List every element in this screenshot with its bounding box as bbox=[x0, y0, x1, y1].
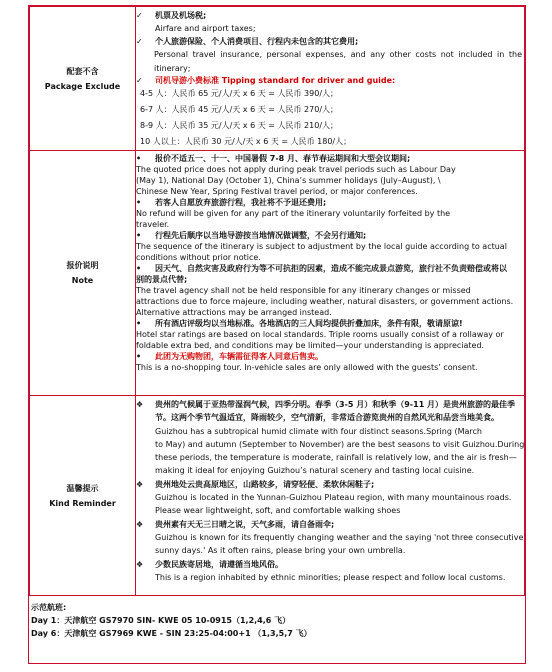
tip-rate-3: 8-9 人：人民币 35 元/人/天 x 6 天 = 人民币 210/人； bbox=[140, 121, 339, 130]
exclude-item-2-en: Personal travel insurance, personal expenses, and any other costs not included in the bbox=[154, 50, 522, 59]
tip-rate-2: 6-7 人：人民币 45 元/人/天 x 6 天 = 人民币 270/人； bbox=[140, 105, 339, 114]
exclude-item-1: ✓ 机票及机场税; bbox=[136, 11, 207, 20]
exclude-label-cn: 配套不含 bbox=[66, 66, 99, 76]
note-line: • 若客人自愿放弃旅游行程，我社将不予退还费用; bbox=[136, 198, 327, 207]
reminder-label-en: Kind Reminder bbox=[49, 498, 116, 508]
note-label bbox=[30, 151, 136, 396]
diamond-bullet-icon: ❖ bbox=[136, 479, 144, 489]
bullet-icon: • bbox=[136, 231, 142, 240]
note-line: • 报价不适五一、十一、中国暑假 7-8 月、春节春运期间和大型会议期间; bbox=[136, 154, 411, 163]
exclude-item-2: ✓ 个人旅游保险、个人消费项目、行程内未包含的其它费用; bbox=[136, 37, 359, 46]
note-line: (May 1), National Day (October 1), China’s summer holidays (July–August), \ bbox=[136, 176, 441, 185]
reminder-line: Guizhou is located in the Yunnan-Guizhou Plateau region, with many mountainous roads. bbox=[155, 493, 512, 503]
note-line: 别的景点代替; bbox=[136, 275, 188, 284]
bullet-icon: • bbox=[136, 352, 142, 361]
sample-flights bbox=[31, 601, 521, 640]
note-line: • 此团为无购物团，车辆需征得客人同意后售卖。 bbox=[136, 352, 323, 361]
tip-rate-4: 10 人以上：人民币 30 元/人/天 x 6 天 = 人民币 180/人； bbox=[140, 137, 352, 146]
note-line: Alternative attractions may be arranged instead. bbox=[136, 308, 332, 317]
exclude-label bbox=[30, 7, 136, 151]
exclude-content bbox=[136, 7, 525, 151]
reminder-line: ❖ 贵州的气候属于亚热带湿润气候，四季分明。春季（3-5 月）和秋季（9-11 月）是贵州旅游的最佳季 bbox=[136, 398, 524, 411]
check-icon: ✓ bbox=[136, 37, 143, 46]
reminder-line: Guizhou has a subtropical humid climate with four distinct seasons.Spring (March bbox=[155, 426, 482, 436]
reminder-line: ❖ 贵州地处云贵高原地区，山路较多，请穿轻便、柔软休闲鞋子; bbox=[136, 478, 524, 491]
note-line: foldable extra bed, and conditions may be limited—your understanding is appreciated. bbox=[136, 341, 485, 350]
reminder-line: 节。这两个季节气温适宜，降雨较少，空气清新，非常适合游览贵州的自然风光和品尝当地美食。 bbox=[155, 413, 499, 423]
bullet-icon: • bbox=[136, 154, 142, 163]
reminder-line: these periods, the temperature is moderate, rainfall is relatively low, and the air is fresh— bbox=[155, 453, 517, 463]
exclude-item-1-en: Airfare and airport taxes; bbox=[155, 24, 256, 33]
note-lines bbox=[136, 153, 524, 373]
note-line: conditions without prior notice. bbox=[136, 253, 261, 262]
note-content bbox=[136, 151, 525, 396]
reminder-line: sunny days.' As it often rains, please bring your own umbrella. bbox=[155, 546, 406, 556]
reminder-lines bbox=[136, 398, 524, 584]
note-line: The travel agency shall not be held responsible for any itinerary changes or missed bbox=[136, 286, 471, 295]
reminder-line: to May) and autumn (September to November) are the best seasons to visit Guizhou.During bbox=[155, 439, 524, 449]
reminder-line: This is a region inhabited by ethnic minorities; please respect and follow local customs. bbox=[155, 572, 506, 582]
itinerary-info-table bbox=[28, 5, 526, 664]
reminder-line: ❖ 贵州素有天无三日晴之说，天气多雨，请自备雨伞; bbox=[136, 518, 524, 531]
note-line: The quoted price does not apply during peak travel periods such as Labour Day bbox=[136, 165, 456, 174]
flight-day6: Day 6：天津航空 GS7969 KWE - SIN 23:25-04:00+1 （1,3,5,7 飞） bbox=[31, 629, 312, 638]
bullet-icon: • bbox=[136, 198, 142, 207]
bullet-icon: • bbox=[136, 264, 142, 273]
note-line: Chinese New Year, Spring Festival travel period, or major conferences. bbox=[136, 187, 418, 196]
flights-heading: 示范航班: bbox=[31, 603, 67, 612]
note-line: The sequence of the itinerary is subject to adjustment by the local guide according to actual bbox=[136, 242, 507, 251]
reminder-line: ❖ 少数民族寄居地，请遵循当地风俗。 bbox=[136, 558, 524, 571]
reminder-line: Please wear lightweight, soft, and comfortable walking shoes bbox=[155, 506, 401, 516]
diamond-bullet-icon: ❖ bbox=[136, 400, 144, 409]
tip-rate-1: 4-5 人：人民币 65 元/人/天 x 6 天 = 人民币 390/人； bbox=[140, 89, 339, 98]
bullet-icon: • bbox=[136, 319, 142, 328]
note-line: traveler. bbox=[136, 220, 170, 229]
exclude-label-en: Package Exclude bbox=[44, 81, 121, 91]
reminder-label-cn: 温馨提示 bbox=[66, 483, 99, 493]
reminder-content bbox=[136, 396, 525, 596]
note-line: • 因天气、自然灾害及政府行为等不可抗拒的因素，造成不能完成景点游览，旅行社不负责赔偿或将以 bbox=[136, 264, 507, 273]
note-line: • 行程先后顺序以当地导游按当地情况做调整，不会另行通知; bbox=[136, 231, 367, 240]
note-line: attractions due to force majeure, including weather, natural disasters, or government actions. bbox=[136, 297, 514, 306]
note-line: This is a no-shopping tour. In-vehicle sales are only allowed with the guests’ consent. bbox=[136, 363, 478, 372]
diamond-bullet-icon: ❖ bbox=[136, 519, 144, 529]
reminder-line: making it ideal for enjoying Guizhou’s natural scenery and tasting local cuisine. bbox=[155, 466, 475, 476]
diamond-bullet-icon: ❖ bbox=[136, 559, 144, 569]
check-icon: ✓ bbox=[136, 76, 143, 85]
note-label-en: Note bbox=[71, 276, 94, 285]
note-label-cn: 报价说明 bbox=[66, 261, 99, 270]
check-icon: ✓ bbox=[136, 11, 143, 20]
reminder-label bbox=[30, 396, 136, 596]
exclude-item-3: ✓ 司机导游小费标准 Tipping standard for driver and guide: bbox=[136, 76, 396, 85]
reminder-line: Guizhou is known for its frequently changing weather and the saying 'not three consecutive bbox=[155, 532, 524, 542]
note-line: No refund will be given for any part of the itinerary voluntarily forfeited by the bbox=[136, 209, 451, 218]
flight-day1: Day 1：天津航空 GS7970 SIN- KWE 05 10-0915（1,2,4,6 飞） bbox=[31, 616, 291, 625]
exclude-item-2-en-cont: itinerary; bbox=[154, 64, 191, 73]
note-line: Hotel star ratings are based on local standards. Triple rooms usually consist of a rollaway or bbox=[136, 330, 504, 339]
note-line: • 所有酒店评级均以当地标准。各地酒店的三人间均提供折叠加床，条件有限，敬请原谅! bbox=[136, 319, 463, 328]
